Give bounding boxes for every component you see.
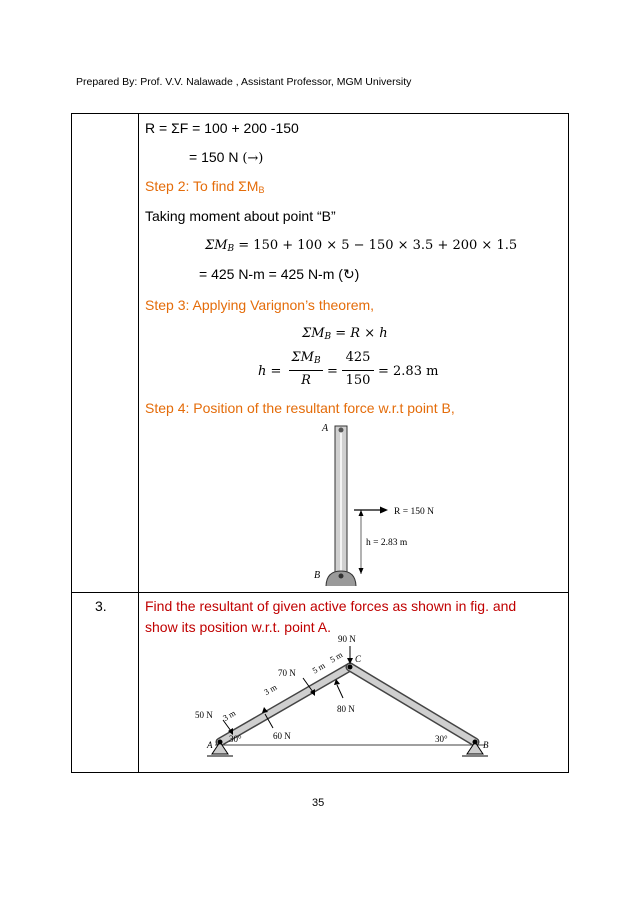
problem-number: 3.	[95, 598, 107, 614]
figure1-label-a: A	[322, 423, 329, 434]
h-dim-arrow-top	[359, 510, 364, 516]
h-result	[378, 364, 438, 379]
pin-c	[348, 665, 353, 670]
dim-3m-a: 3 m	[220, 707, 238, 723]
h-equals: =	[327, 364, 338, 379]
figure1-label-b: B	[314, 570, 321, 581]
h-num1-subscript: B	[313, 356, 321, 366]
force-60-label: 60 N	[273, 731, 291, 741]
dim-3m-b: 3 m	[262, 681, 279, 698]
resultant-value-text: = 150 N	[189, 149, 239, 165]
figure2-label-c: C	[355, 654, 362, 664]
h-frac1-denominator: R	[301, 373, 311, 388]
problem-text-line1: Find the resultant of given active forces as shown in fig. and	[145, 598, 517, 614]
page-number: 35	[312, 797, 325, 809]
step2-subscript: B	[258, 185, 265, 195]
dim-5m-b: 5 m	[328, 649, 345, 665]
h-dim-arrow-bottom	[359, 568, 364, 574]
step4-heading: Step 4: Position of the resultant force w.r.t point B,	[145, 400, 455, 416]
figure1-h-label: h = 2.83 m	[366, 538, 408, 548]
row-divider	[72, 592, 568, 593]
moment-result: = 425 N-m = 425 N-m (↻)	[199, 266, 360, 282]
resultant-direction: (→)	[242, 151, 264, 166]
step2-heading	[145, 178, 264, 195]
pin-a	[218, 740, 223, 745]
moment-eq-rhs: = 150 + 100 × 5 − 150 × 3.5 + 200 × 1.5	[238, 238, 518, 253]
h-num1-text: ΣM	[291, 350, 314, 365]
angle-b-label: 30°	[435, 734, 448, 744]
member-cb-fill	[350, 667, 475, 742]
moment-equation	[205, 238, 517, 254]
top-pin-icon	[339, 428, 344, 433]
varignon-equation	[302, 326, 388, 342]
h-frac2-denominator: 150	[345, 373, 371, 388]
resultant-arrowhead	[380, 507, 388, 514]
force-80-label: 80 N	[337, 704, 355, 714]
force-50-label: 50 N	[195, 710, 213, 720]
step3-heading: Step 3: Applying Varignon’s theorem,	[145, 297, 375, 313]
h-frac1-numerator	[289, 350, 323, 366]
solution-table	[71, 113, 569, 773]
dim-5m-a: 5 m	[310, 660, 327, 676]
taking-moment-text: Taking moment about point “B”	[145, 208, 336, 224]
h-frac2-numerator: 425	[345, 350, 371, 365]
varignon-lhs: ΣM	[302, 326, 325, 341]
varignon-subscript: B	[324, 332, 332, 342]
problem-text-line2: show its position w.r.t. point A.	[145, 619, 331, 635]
fraction-bar-2	[342, 370, 374, 371]
moment-eq-subscript: B	[227, 244, 235, 254]
point-b-marker	[339, 574, 344, 579]
figure2-label-a: A	[207, 740, 213, 750]
force-70-label: 70 N	[278, 668, 296, 678]
figure1-force-label: R = 150 N	[394, 507, 434, 517]
h-result-text: = 2.83 m	[378, 364, 439, 379]
step2-text: Step 2: To find ΣM	[145, 178, 259, 194]
figure2-label-b: B	[483, 740, 489, 750]
resultant-value	[189, 149, 263, 166]
varignon-rhs: = R × h	[335, 326, 388, 341]
pin-b	[473, 740, 478, 745]
fraction-bar-1	[289, 370, 323, 371]
page-header: Prepared By: Prof. V.V. Nalawade , Assistant Professor, MGM University	[76, 76, 412, 88]
force-90-label: 90 N	[338, 634, 356, 644]
column-divider	[138, 114, 139, 772]
figure-truss	[185, 632, 505, 772]
force-80-arrow	[337, 685, 343, 698]
h-lhs: h =	[258, 364, 282, 379]
figure-vertical-bar	[302, 421, 452, 586]
moment-eq-lhs: ΣM	[205, 238, 228, 253]
resultant-equation: R = ΣF = 100 + 200 -150	[145, 120, 299, 136]
angle-a-label: 30°	[229, 734, 242, 744]
